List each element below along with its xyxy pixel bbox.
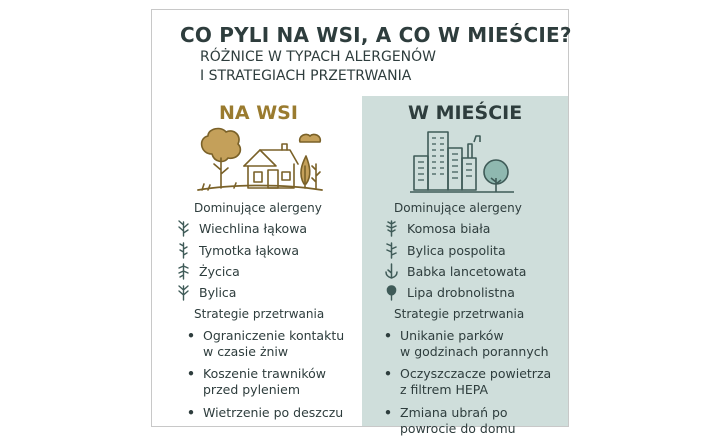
list-item	[177, 263, 240, 279]
list-item	[385, 263, 526, 279]
plant-icon	[385, 263, 398, 279]
list-item	[177, 242, 299, 258]
grass-icon	[177, 284, 190, 300]
village-strategy-1-line-2: w czasie żniw	[203, 344, 289, 359]
grass-icon	[177, 242, 190, 258]
village-strategy-2-line-2: przed pyleniem	[203, 382, 300, 397]
leaf-icon	[385, 284, 398, 300]
subtitle-line-1: RÓŻNICE W TYPACH ALERGENÓW	[200, 49, 437, 65]
list-item	[177, 284, 236, 300]
city-strategy-2-line-1: Oczyszczacze powietrza	[400, 366, 552, 381]
village-allergen-2: Tymotka łąkowa	[199, 242, 299, 258]
city-strategy-3: • Zmiana ubrań po powrocie do domu	[384, 405, 516, 436]
city-strategy-2-line-2: z filtrem HEPA	[400, 382, 489, 397]
house-with-trees-icon	[194, 126, 326, 198]
grass-icon	[177, 263, 190, 279]
city-allergen-4: Lipa drobnolistna	[407, 284, 515, 300]
city-strategy-3-line-1: Zmiana ubrań po	[400, 405, 508, 420]
plant-icon	[385, 220, 398, 236]
list-item	[385, 284, 515, 300]
city-strategy-2: • Oczyszczacze powietrza z filtrem HEPA	[384, 366, 552, 397]
village-strategy-2: • Koszenie trawników przed pyleniem	[187, 366, 327, 397]
plant-icon	[385, 242, 398, 258]
city-strategy-1-line-1: Unikanie parków	[400, 328, 504, 343]
grass-icon	[177, 220, 190, 236]
village-strategy-3-line-1: Wietrzenie po deszczu	[203, 405, 344, 420]
list-item	[385, 220, 490, 236]
village-allergens-title: Dominujące alergeny	[194, 201, 322, 215]
city-strategy-1-line-2: w godzinach porannych	[400, 344, 549, 359]
city-strategy-1: • Unikanie parków w godzinach porannych	[384, 328, 549, 359]
list-item	[177, 220, 307, 236]
city-allergen-3: Babka lancetowata	[407, 263, 527, 279]
village-strategies-title: Strategie przetrwania	[194, 307, 325, 321]
city-heading: W MIEŚCIE	[408, 102, 523, 124]
village-strategy-1: • Ograniczenie kontaktu w czasie żniw	[187, 328, 345, 359]
village-heading: NA WSI	[219, 102, 298, 124]
list-item	[385, 242, 506, 258]
village-allergen-1: Wiechlina łąkowa	[199, 220, 308, 236]
village-allergen-3: Życica	[199, 263, 240, 279]
city-strategies-title: Strategie przetrwania	[394, 307, 525, 321]
infographic-subtitle	[200, 48, 436, 86]
subtitle-line-2: I STRATEGIACH PRZETRWANIA	[200, 68, 412, 84]
city-buildings-icon	[410, 128, 514, 194]
village-strategy-3: • Wietrzenie po deszczu	[187, 405, 344, 420]
city-allergen-2: Bylica pospolita	[407, 242, 506, 258]
village-allergen-4: Bylica	[199, 284, 237, 300]
village-strategy-2-line-1: Koszenie trawników	[203, 366, 327, 381]
infographic-title: CO PYLI NA WSI, A CO W MIEŚCIE?	[180, 23, 572, 47]
city-allergens-title: Dominujące alergeny	[394, 201, 522, 215]
infographic-card	[152, 10, 572, 436]
city-strategy-3-line-2: powrocie do domu	[400, 421, 516, 436]
village-strategy-1-line-1: Ograniczenie kontaktu	[203, 328, 345, 343]
city-allergen-1: Komosa biała	[407, 220, 491, 236]
